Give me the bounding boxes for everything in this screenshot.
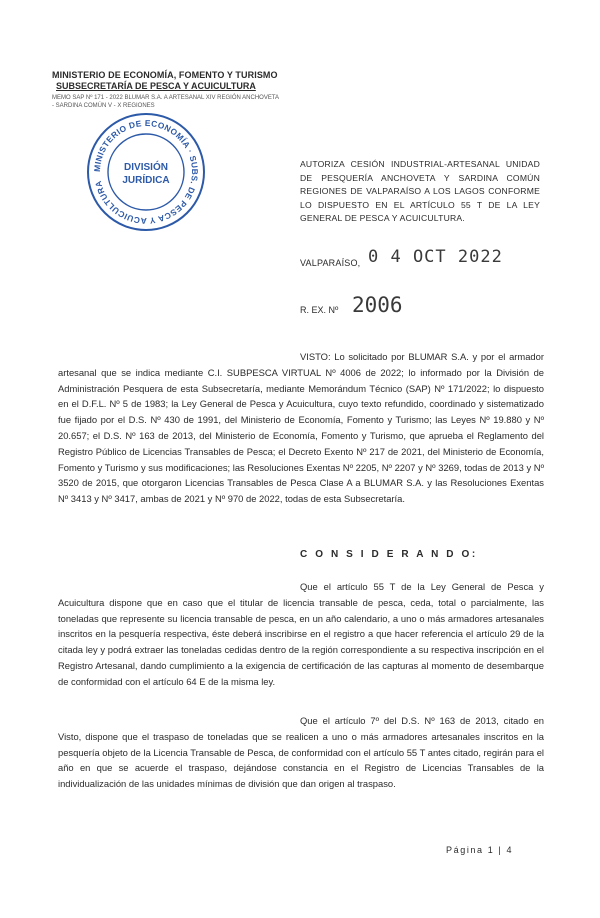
stamp-center-line-1: DIVISIÓN: [124, 162, 168, 173]
considerando-heading: C O N S I D E R A N D O:: [300, 549, 478, 560]
page-number: Página 1 | 4: [446, 845, 514, 855]
visto-paragraph: VISTO: Lo solicitado por BLUMAR S.A. y por el armador artesanal que se indica mediante C.I. SUBPESCA VIRTUAL Nº 4006 de 2022; lo informado por la División de Administración Pesquera de esta Subsecretaría, mediante Memorándum Técnico (SAP) Nº 171/2022; lo dispuesto en el D.F.L. Nº 5 de 1983; la Ley General de Pesca y Acuicultura, cuyo texto refundido, coordinado y sistematizado fue fijado por el D.S. Nº 430 de 1991, del Ministerio de Economía, Fomento y Turismo; las Leyes Nº 19.880 y Nº 20.657; el D.S. Nº 163 de 2013, del Ministerio de Economía, Fomento y Turismo, que aprueba el Reglamento del Registro Público de Licencias Transables de Pesca; el Decreto Exento Nº 217 de 2021, del Ministerio de Economía, Fomento y Turismo y sus modificaciones; las Resoluciones Exentas Nº 2205, Nº 2207 y Nº 3269, todas de 2013 y Nº 3520 de 2015, que otorgaron Licencias Transables de Pesca Clase A a BLUMAR S.A. y las Resoluciones Exentas Nº 3413 y Nº 3417, ambas de 2021 y Nº 970 de 2022, todas de esta Subsecretaría.: [58, 351, 544, 505]
considerando-paragraph-2: Que el artículo 7º del D.S. Nº 163 de 2013, citado en Visto, dispone que el traspaso de toneladas que se realicen a uno o más armadores artesanales inscritos en la pesquería objeto de la Licencia Transable de Pesca, de conformidad con el artículo 55 T antes citado, regirán para el año en que se acuerde el traspaso, dejándose constancia en el Registro de Licencias Transables de la individualización de las unidades mínimas de división que dan origen al traspaso.: [58, 715, 544, 790]
resolution-number: 2006: [352, 293, 403, 317]
considerando-paragraph-1: Que el artículo 55 T de la Ley General de Pesca y Acuicultura dispone que en caso que el titular de licencia transable de pesca, ceda, total o parcialmente, las toneladas que represente su licencia transable de pesca, en un año calendario, a uno o más armadores artesanales inscritos en la pesquería respectiva, éste deberá inscribirse en el registro a que hacer referencia el artículo 29 de la citada ley y podrá extraer las toneladas cedidas dentro de la región correspondiente a su respectiva inscripción en el Registro Artesanal, dando cumplimiento a la exigencia de certificación de las capturas al momento de desembarque de conformidad con el artículo 64 E de la misma ley.: [58, 581, 544, 687]
resolution-subject: AUTORIZA CESIÓN INDUSTRIAL-ARTESANAL UNIDAD DE PESQUERÍA ANCHOVETA Y SARDINA COMÚN REGIONES DE VALPARAÍSO A LOS LAGOS CONFORME LO DISPUESTO EN EL ARTÍCULO 55 T DE LA LEY GENERAL DE PESCA Y ACUICULTURA.: [300, 159, 540, 224]
stamp-ring-text: MINISTERIO DE ECONOMÍA · SUBS. DE PESCA Y ACUICULTURA: [91, 117, 201, 227]
date-stamp: 0 4 OCT 2022: [368, 247, 503, 267]
place-label: VALPARAÍSO,: [300, 258, 361, 268]
resolution-number-label: R. EX. Nº: [300, 305, 339, 315]
memo-reference: MEMO SAP Nº 171 - 2022 BLUMAR S.A. A ARTESANAL XIV REGIÓN ANCHOVETA - SARDINA COMÚN V - X REGIONES: [52, 95, 279, 109]
ministry-name: MINISTERIO DE ECONOMÍA, FOMENTO Y TURISMO: [52, 70, 278, 80]
division-juridica-stamp: [84, 110, 208, 234]
subsecretaria-name: SUBSECRETARÍA DE PESCA Y ACUICULTURA: [56, 81, 256, 91]
letterhead: [52, 70, 282, 110]
stamp-center-line-2: JURÍDICA: [122, 175, 170, 186]
